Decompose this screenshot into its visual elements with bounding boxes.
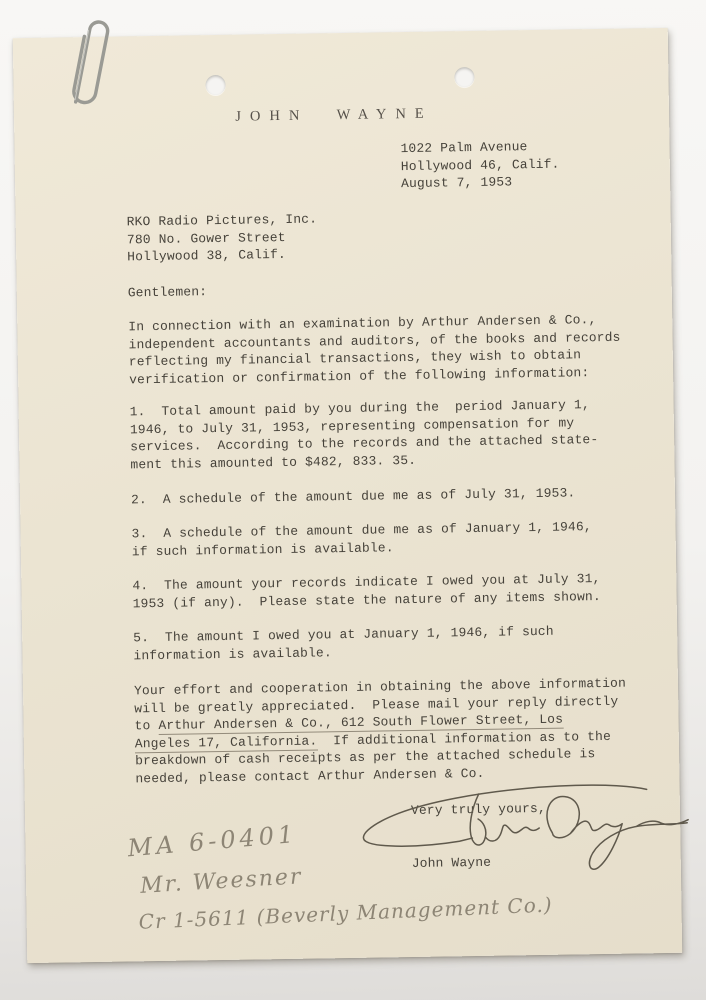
john-wayne-signature	[355, 779, 706, 896]
punch-hole-right-icon	[454, 67, 474, 87]
list-item-3: 3. A schedule of the amount due me as of January 1, 1946, if such information is available.	[131, 519, 592, 559]
list-item-1: 1. Total amount paid by you during the period January 1, 1946, to July 31, 1953, representing compensation for my services. According to the records and the attached state- ment this amounted to $482, 833. 35.	[129, 397, 599, 472]
list-item-5: 5. The amount I owed you at January 1, 1946, if such information is available.	[133, 623, 554, 663]
sender-address-line: Hollywood 46, Calif.	[400, 156, 560, 174]
letterhead-name: JOHN WAYNE	[235, 105, 433, 125]
pencil-underline: Angeles 17, California.	[134, 733, 318, 751]
pencil-note-phone-crestview: Cr 1-5611 (Beverly Management Co.)	[138, 892, 554, 934]
valediction: Very truly yours,	[410, 800, 546, 819]
letter-paper	[13, 28, 682, 963]
pencil-underline: Arthur Andersen & Co., 612 South Flower Street, Los	[158, 711, 564, 733]
recipient-line: RKO Radio Pictures, Inc.	[126, 211, 318, 230]
pencil-note-phone-madison: MA 6-0401	[126, 819, 299, 863]
recipient-line: 780 No. Gower Street	[126, 229, 286, 247]
list-item-2: 2. A schedule of the amount due me as of July 31, 1953.	[130, 485, 576, 508]
intro-paragraph: In connection with an examination by Arthur Andersen & Co., independent accountants and auditors, of the books and records reflecting my financial transactions, they wish to obtain verification or confirmation of the following information:	[128, 312, 621, 387]
paper-clip	[70, 12, 118, 118]
punch-hole-left-icon	[205, 75, 225, 95]
salutation: Gentlemen:	[127, 284, 208, 301]
recipient-line: Hollywood 38, Calif.	[127, 246, 287, 265]
pencil-note-contact-name: Mr. Weesner	[139, 864, 304, 899]
typed-signature-name: John Wayne	[411, 854, 492, 872]
recipient-address-block	[127, 210, 318, 265]
list-item-4: 4. The amount your records indicate I owed you at July 31, 1953 (if any). Please state the nature of any items shown.	[132, 571, 601, 611]
date-line: August 7, 1953	[400, 174, 513, 192]
sender-address-line: 1022 Palm Avenue	[400, 139, 528, 157]
sender-address-block	[400, 138, 560, 193]
closing-paragraph: Your effort and cooperation in obtaining the above information will be greatly appreciated. Please mail your reply directly to Arthur Andersen & Co., 612 South Flower Street, Los Angeles 17, California. If additional information as to the breakdown of cash receipts as per the attached schedule is needed, please contact Arthur Andersen & Co.	[133, 675, 627, 786]
